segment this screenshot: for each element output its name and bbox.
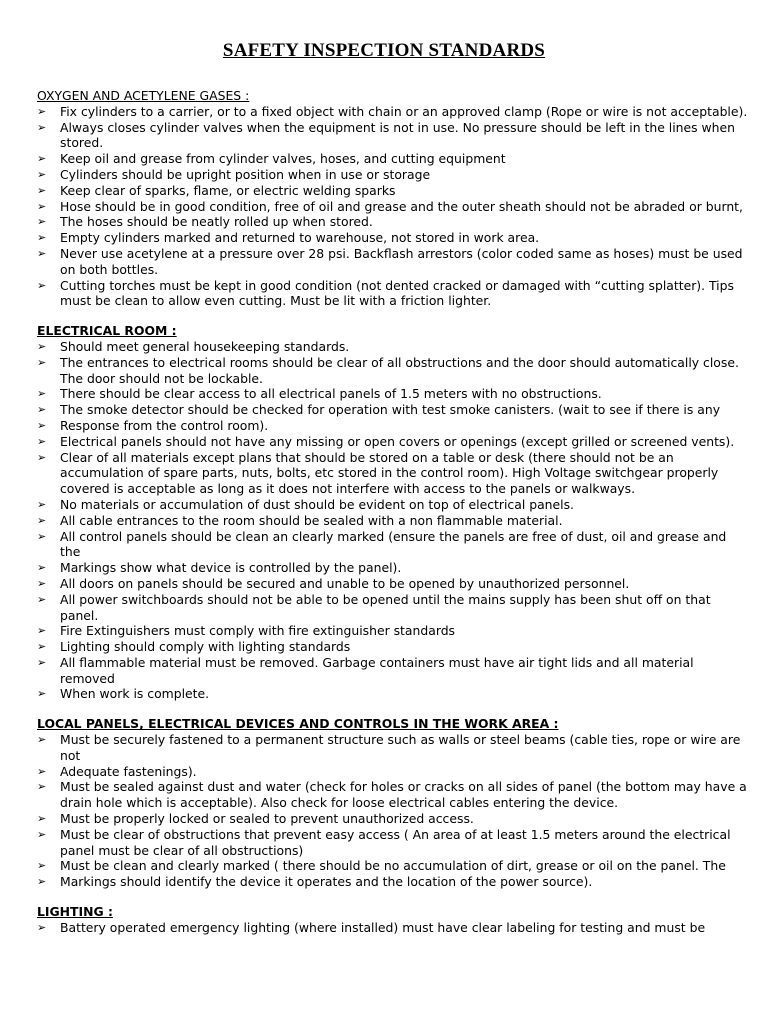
arrow-bullet-icon: ➢ xyxy=(37,827,47,841)
arrow-bullet-icon: ➢ xyxy=(37,780,47,794)
list-item xyxy=(37,246,749,278)
list-item xyxy=(37,513,749,529)
list-item xyxy=(37,811,749,827)
list-item-text: Markings should identify the device it operates and the location of the power source). xyxy=(60,874,593,890)
arrow-bullet-icon: ➢ xyxy=(37,183,47,197)
arrow-bullet-icon: ➢ xyxy=(37,920,47,934)
list-item-text: The entrances to electrical rooms should be clear of all obstructions and the door should automatically close. The door should not be lockable. xyxy=(60,354,739,386)
section-heading: OXYGEN AND ACETYLENE GASES : xyxy=(37,88,250,103)
list-item-text: The smoke detector should be checked for operation with test smoke canisters. (wait to see if there is any xyxy=(60,402,721,418)
arrow-bullet-icon: ➢ xyxy=(37,167,47,181)
list-item-text: Hose should be in good condition, free of oil and grease and the outer sheath should not be abraded or burnt, xyxy=(60,198,743,214)
list-item xyxy=(37,230,749,246)
arrow-bullet-icon: ➢ xyxy=(37,199,47,213)
arrow-bullet-icon: ➢ xyxy=(37,592,47,606)
arrow-bullet-icon: ➢ xyxy=(37,812,47,826)
arrow-bullet-icon: ➢ xyxy=(37,561,47,575)
list-item xyxy=(37,434,749,450)
list-item-text: All cable entrances to the room should be sealed with a non flammable material. xyxy=(60,512,563,528)
list-item xyxy=(37,151,749,167)
arrow-bullet-icon: ➢ xyxy=(37,278,47,292)
section-heading: ELECTRICAL ROOM : xyxy=(37,323,177,339)
section xyxy=(37,323,749,702)
list-item xyxy=(37,278,749,310)
list-item xyxy=(37,858,749,874)
arrow-bullet-icon: ➢ xyxy=(37,687,47,701)
list-item xyxy=(37,120,749,152)
list-item xyxy=(37,592,749,624)
list-item-text: There should be clear access to all electrical panels of 1.5 meters with no obstructions. xyxy=(60,386,602,402)
arrow-bullet-icon: ➢ xyxy=(37,497,47,511)
arrow-bullet-icon: ➢ xyxy=(37,339,47,353)
arrow-bullet-icon: ➢ xyxy=(37,434,47,448)
list-item-text: Must be securely fastened to a permanent structure such as walls or steel beams (cable ties, rope or wire are not xyxy=(60,732,741,763)
list-item-text: Cutting torches must be kept in good condition (not dented cracked or damaged with “cutting splatter). Tips must be clean to allow even cutting. Must be lit with a friction lighter. xyxy=(60,277,734,309)
arrow-bullet-icon: ➢ xyxy=(37,403,47,417)
arrow-bullet-icon: ➢ xyxy=(37,120,47,134)
list-item xyxy=(37,827,749,859)
arrow-bullet-icon: ➢ xyxy=(37,859,47,873)
list-item-text: Fire Extinguishers must comply with fire extinguisher standards xyxy=(60,623,456,639)
arrow-bullet-icon: ➢ xyxy=(37,655,47,669)
list-item-text: Markings show what device is controlled by the panel). xyxy=(60,560,402,576)
list-item-text: Must be properly locked or sealed to prevent unauthorized access. xyxy=(60,811,474,827)
list-item xyxy=(37,418,749,434)
list-item xyxy=(37,497,749,513)
arrow-bullet-icon: ➢ xyxy=(37,418,47,432)
list-item xyxy=(37,639,749,655)
section-heading: LOCAL PANELS, ELECTRICAL DEVICES AND CONTROLS IN THE WORK AREA : xyxy=(37,716,559,732)
list-item-text: Adequate fastenings). xyxy=(60,763,197,779)
arrow-bullet-icon: ➢ xyxy=(37,215,47,229)
list-item-text: Lighting should comply with lighting standards xyxy=(60,639,351,655)
section-heading: LIGHTING : xyxy=(37,904,113,920)
list-item xyxy=(37,732,749,764)
list-item xyxy=(37,764,749,780)
list-item xyxy=(37,214,749,230)
arrow-bullet-icon: ➢ xyxy=(37,231,47,245)
list-item xyxy=(37,183,749,199)
list-item xyxy=(37,623,749,639)
list-item xyxy=(37,167,749,183)
list-item xyxy=(37,655,749,687)
list-item-text: Keep clear of sparks, flame, or electric welding sparks xyxy=(60,182,396,198)
list-item xyxy=(37,450,749,497)
list-item xyxy=(37,686,749,702)
list-item-text: Battery operated emergency lighting (where installed) must have clear labeling for testing and must be xyxy=(60,919,706,935)
list-item-text: Never use acetylene at a pressure over 28 psi. Backflash arrestors (color coded same as hoses) must be used on both bottles. xyxy=(60,245,743,277)
list-item-text: Must be clear of obstructions that prevent easy access ( An area of at least 1.5 meters around the electrical panel must be clear of all obstructions) xyxy=(60,826,731,858)
section xyxy=(37,88,749,309)
document-body xyxy=(37,88,749,950)
list-item xyxy=(37,386,749,402)
list-item-text: The hoses should be neatly rolled up when stored. xyxy=(60,214,373,230)
list-item-text: Must be clean and clearly marked ( there should be no accumulation of dirt, grease or oil on the panel. The xyxy=(60,858,726,874)
list-item-text: All control panels should be clean an clearly marked (ensure the panels are free of dust, oil and grease and the xyxy=(60,528,727,560)
list-item-text: Fix cylinders to a carrier, or to a fixed object with chain or an approved clamp (Rope or wire is not acceptable). xyxy=(60,103,748,119)
list-item-text: Must be sealed against dust and water (check for holes or cracks on all sides of panel (the bottom may have a drain hole which is acceptable). Also check for loose electrical cables entering the device. xyxy=(60,779,747,811)
arrow-bullet-icon: ➢ xyxy=(37,764,47,778)
page-title: SAFETY INSPECTION STANDARDS xyxy=(222,40,546,61)
arrow-bullet-icon: ➢ xyxy=(37,513,47,527)
arrow-bullet-icon: ➢ xyxy=(37,104,47,118)
arrow-bullet-icon: ➢ xyxy=(37,576,47,590)
arrow-bullet-icon: ➢ xyxy=(37,624,47,638)
list-item-text: No materials or accumulation of dust should be evident on top of electrical panels. xyxy=(60,496,574,512)
list-item xyxy=(37,199,749,215)
list-item xyxy=(37,576,749,592)
list-item xyxy=(37,402,749,418)
bullet-list xyxy=(37,339,749,702)
list-item-text: Keep oil and grease from cylinder valves, hoses, and cutting equipment xyxy=(60,151,506,167)
bullet-list xyxy=(37,104,749,309)
list-item-text: Clear of all materials except plans that should be stored on a table or desk (there should not be an accumulation of spare parts, nuts, bolts, etc stored in the control room). High Voltage switchgear properly covered is acceptable as long as it does not interfere with access to the panels or walkways. xyxy=(60,449,719,497)
list-item-text: Electrical panels should not have any missing or open covers or openings (except grilled or screened vents). xyxy=(60,433,735,449)
list-item-text: Empty cylinders marked and returned to warehouse, not stored in work area. xyxy=(60,230,540,246)
arrow-bullet-icon: ➢ xyxy=(37,450,47,464)
list-item xyxy=(37,920,749,936)
bullet-list xyxy=(37,732,749,890)
list-item-text: All doors on panels should be secured and unable to be opened by unauthorized personnel. xyxy=(60,575,630,591)
list-item xyxy=(37,560,749,576)
list-item-text: All flammable material must be removed. Garbage containers must have air tight lids and all material removed xyxy=(60,654,694,686)
list-item-text: Cylinders should be upright position when in use or storage xyxy=(60,166,431,182)
list-item xyxy=(37,355,749,387)
section xyxy=(37,904,749,936)
list-item-text: Should meet general housekeeping standards. xyxy=(60,338,350,354)
section xyxy=(37,716,749,890)
list-item-text: Always closes cylinder valves when the equipment is not in use. No pressure should be left in the lines when stored. xyxy=(60,119,735,151)
list-item-text: Response from the control room). xyxy=(60,417,269,433)
list-item-text: All power switchboards should not be able to be opened until the mains supply has been shut off on that panel. xyxy=(60,591,711,623)
list-item xyxy=(37,874,749,890)
arrow-bullet-icon: ➢ xyxy=(37,733,47,747)
list-item xyxy=(37,529,749,561)
list-item xyxy=(37,104,749,120)
arrow-bullet-icon: ➢ xyxy=(37,875,47,889)
list-item xyxy=(37,339,749,355)
arrow-bullet-icon: ➢ xyxy=(37,529,47,543)
bullet-list xyxy=(37,920,749,936)
arrow-bullet-icon: ➢ xyxy=(37,387,47,401)
arrow-bullet-icon: ➢ xyxy=(37,246,47,260)
arrow-bullet-icon: ➢ xyxy=(37,640,47,654)
list-item xyxy=(37,779,749,811)
arrow-bullet-icon: ➢ xyxy=(37,355,47,369)
list-item-text: When work is complete. xyxy=(60,686,210,702)
arrow-bullet-icon: ➢ xyxy=(37,152,47,166)
